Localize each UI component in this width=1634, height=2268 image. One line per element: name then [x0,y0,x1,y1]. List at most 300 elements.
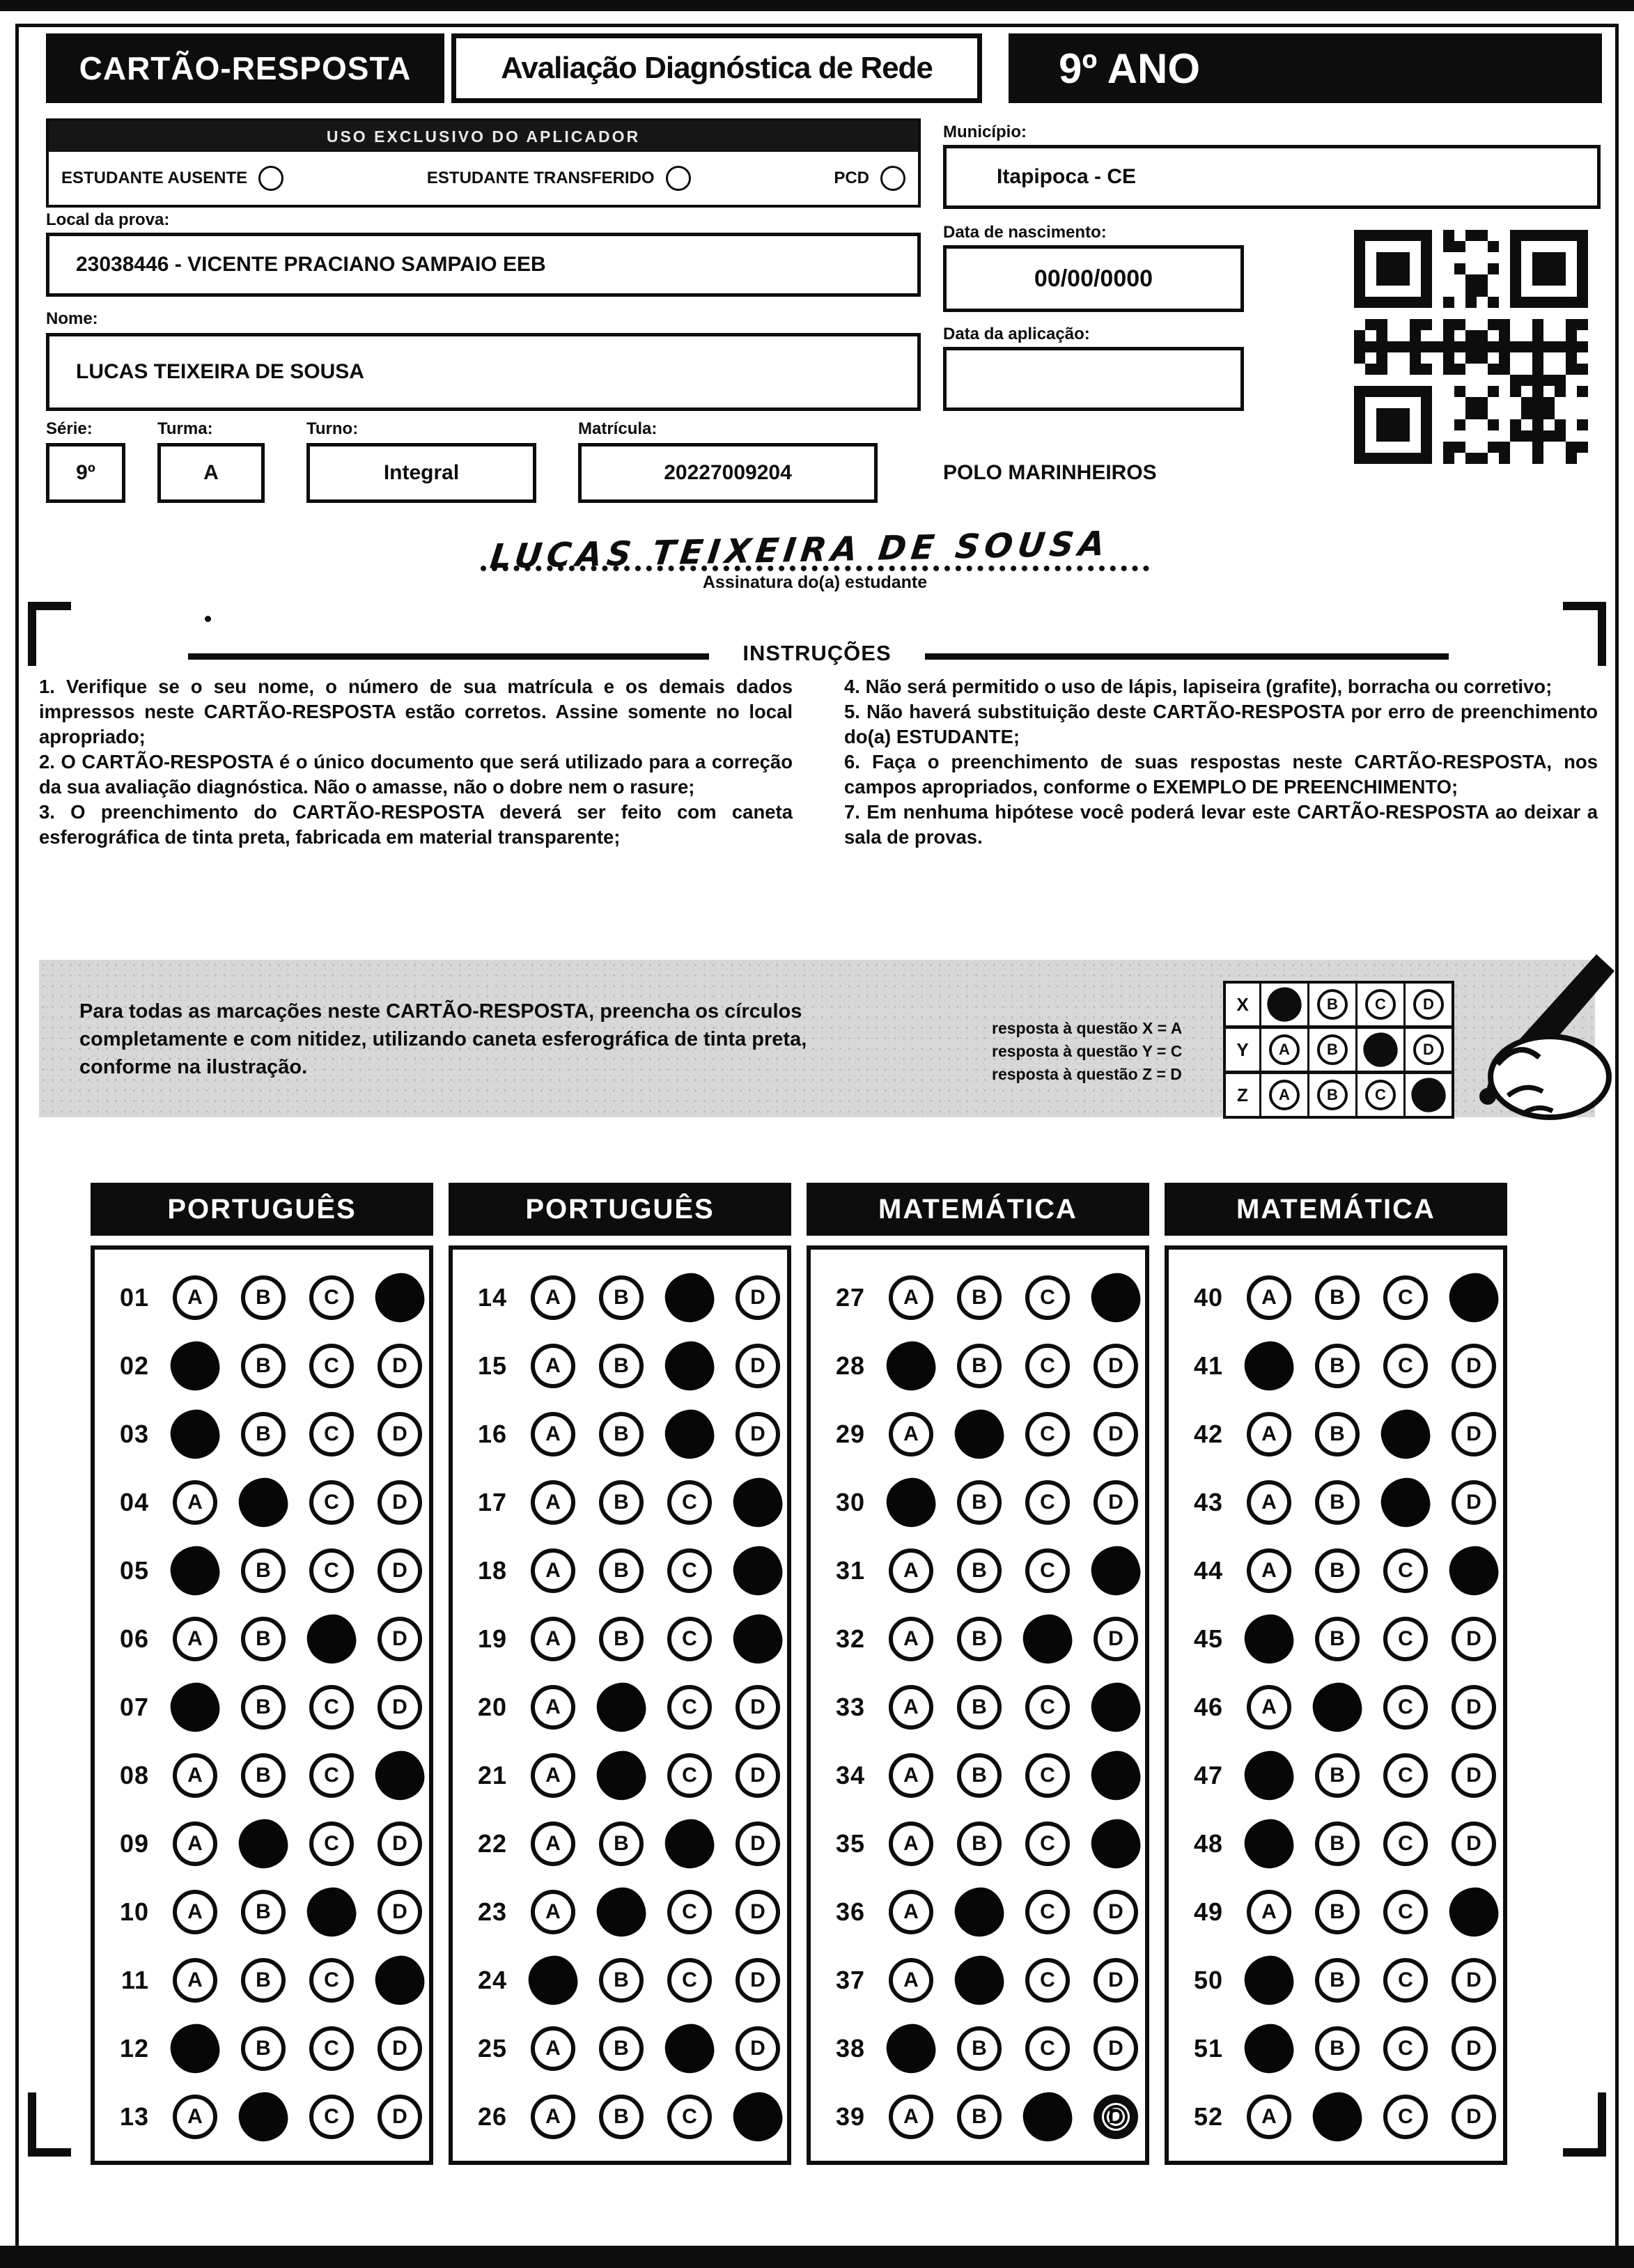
bubble-A[interactable] [169,1544,221,1597]
bubble-D[interactable]: D [378,1344,422,1388]
bubble-A[interactable] [527,1954,579,2007]
bubble-A[interactable]: A [889,1822,933,1866]
question-row [811,1332,1145,1400]
bubble-D[interactable] [1089,1271,1142,1324]
bubble-A[interactable]: A [173,1753,217,1798]
data-aplicacao-value [943,347,1244,411]
bubble-A[interactable] [169,2022,221,2075]
question-row [95,1605,429,1673]
bubble-B[interactable] [237,2090,290,2143]
bubble-D[interactable]: D [1452,2026,1496,2071]
bubble-B[interactable]: B [241,1412,286,1457]
bubble-B[interactable]: B [957,1685,1002,1730]
answer-section [91,1183,433,2165]
bubble-D[interactable] [373,1749,426,1802]
bubble-B[interactable] [595,1749,648,1802]
bubble-C[interactable]: C [1383,1344,1428,1388]
bubble-A[interactable]: A [889,1412,933,1457]
bubble-A[interactable]: A [531,1753,575,1798]
bubble-B[interactable]: B [1315,1480,1360,1525]
bubble-A[interactable] [1243,2022,1295,2075]
bubble-C[interactable]: C [667,1617,712,1661]
bubble-B[interactable] [1311,2090,1364,2143]
question-number: 46 [1193,1693,1223,1721]
bubble-C[interactable]: C [309,1685,354,1730]
bubble-D[interactable]: D [378,2095,422,2139]
bubble-B[interactable]: B [599,1275,644,1320]
serie-label: Série: [46,419,93,438]
question-row [811,1673,1145,1741]
bubble-A[interactable]: A [889,1958,933,2003]
bubble-A[interactable]: A [531,1822,575,1866]
bubble-A[interactable]: A [1247,1685,1291,1730]
fill-example-legend-line: resposta à questão Z = D [992,1065,1182,1083]
applicator-option-bubble[interactable] [258,166,283,191]
bubble-A[interactable]: A [531,1548,575,1593]
bubble-D[interactable]: D [1094,1617,1138,1661]
bubble-A[interactable]: A [173,1822,217,1866]
bubble-C[interactable]: C [1383,2026,1428,2071]
question-number: 43 [1193,1488,1223,1516]
applicator-option-bubble[interactable] [880,166,905,191]
bubble-D[interactable] [373,1271,426,1324]
answer-grid [807,1245,1149,2165]
bubble-B[interactable]: B [241,1753,286,1798]
bubble-B[interactable]: B [957,1548,1002,1593]
bubble-A[interactable] [1243,1749,1295,1802]
local-da-prova-label: Local da prova: [46,210,170,229]
bubble-B[interactable]: B [241,1617,286,1661]
bubble-A[interactable]: A [531,2026,575,2071]
bubble-A[interactable]: A [173,1275,217,1320]
bubble-B[interactable]: B [599,1548,644,1593]
question-row [95,1878,429,1946]
bubble-A[interactable]: A [531,1480,575,1525]
bubble-A[interactable]: A [531,1685,575,1730]
bubble-C[interactable]: C [309,1344,354,1388]
bubble-C[interactable]: C [667,1958,712,2003]
question-row [811,1946,1145,2014]
bubble-A[interactable] [169,1681,221,1734]
bubble-B[interactable]: B [241,1548,286,1593]
bubble-C[interactable]: C [1025,1480,1070,1525]
bubble-A[interactable]: A [889,1890,933,1934]
bubble-C[interactable]: C [309,2026,354,2071]
bubble-C[interactable]: C [1383,1275,1428,1320]
question-number: 36 [835,1897,865,1926]
question-number: 31 [835,1556,865,1585]
bubble-B[interactable]: B [241,1275,286,1320]
bubble-C[interactable]: C [1383,1753,1428,1798]
bubble-C[interactable] [663,1408,716,1461]
bubble-B[interactable]: B [599,1412,644,1457]
bubble-C[interactable] [663,1817,716,1870]
bubble-A[interactable]: A [531,1617,575,1661]
question-number: 06 [119,1624,149,1653]
bubble-A[interactable]: A [531,1412,575,1457]
bubble-C[interactable]: C [667,1890,712,1934]
question-number: 41 [1193,1351,1223,1380]
bubble-D[interactable]: D [1452,2095,1496,2139]
question-number: 12 [119,2034,149,2063]
bubble-D[interactable]: D [1452,1617,1496,1661]
bubble-A[interactable]: A [173,2095,217,2139]
bubble-C[interactable] [663,1339,716,1392]
bubble-C[interactable]: C [667,1548,712,1593]
bubble-B[interactable]: B [241,2026,286,2071]
bubble-D[interactable]: D [1094,1958,1138,2003]
bubble-D[interactable]: D [1094,1480,1138,1525]
bubble-D[interactable]: D [1452,1822,1496,1866]
instruction-item: 2. O CARTÃO-RESPOSTA é o único documento que será utilizado para a correção da sua avaliação diagnóstica. Não o amasse, não o dobre nem o rasure; [39,751,793,798]
question-row [95,1741,429,1810]
example-cell [1309,1029,1357,1071]
bubble-A[interactable] [1243,1339,1295,1392]
signature-line[interactable] [481,506,1149,577]
bubble-A[interactable]: A [531,1275,575,1320]
question-number: 37 [835,1966,865,1994]
example-row-label: Y [1226,1029,1261,1071]
answer-grid [1165,1245,1507,2165]
bubble-D[interactable]: D [378,2026,422,2071]
question-number: 09 [119,1829,149,1858]
question-row [1169,1946,1503,2014]
bubble-A[interactable]: A [1247,1412,1291,1457]
example-bubble-C: C [1365,989,1396,1020]
question-row [811,1605,1145,1673]
bubble-C[interactable]: C [309,2095,354,2139]
bubble-D[interactable]: D [736,1890,780,1934]
example-cell [1309,984,1357,1025]
question-number: 42 [1193,1420,1223,1448]
bubble-B[interactable] [953,1954,1006,2007]
bubble-A[interactable] [1243,1817,1295,1870]
bubble-C[interactable]: C [1025,1275,1070,1320]
bubble-A[interactable] [885,1476,937,1529]
bubble-C[interactable] [1021,2090,1074,2143]
question-row [811,1468,1145,1537]
bubble-A[interactable]: A [889,1753,933,1798]
bubble-C[interactable] [1379,1476,1432,1529]
bubble-A[interactable]: A [1247,1890,1291,1934]
bubble-B[interactable]: B [957,1753,1002,1798]
bubble-C[interactable]: C [1025,1685,1070,1730]
bubble-B[interactable]: B [1315,1753,1360,1798]
bubble-C[interactable]: C [667,2095,712,2139]
nome-label: Nome: [46,309,98,328]
bubble-A[interactable]: A [173,1617,217,1661]
bubble-C[interactable]: C [1383,1685,1428,1730]
bubble-C[interactable]: C [309,1753,354,1798]
bubble-A[interactable] [1243,1954,1295,2007]
bubble-D[interactable] [731,2090,784,2143]
bubble-A[interactable]: A [531,2095,575,2139]
bubble-D[interactable]: D [378,1412,422,1457]
bubble-D[interactable] [1089,1817,1142,1870]
question-number: 47 [1193,1761,1223,1789]
bubble-C[interactable]: C [1383,1890,1428,1934]
bubble-D[interactable]: D [1094,1890,1138,1934]
bubble-A[interactable]: A [173,1480,217,1525]
bubble-C[interactable]: C [309,1548,354,1593]
bottom-border-bar [0,2246,1634,2268]
bubble-B[interactable]: B [241,1890,286,1934]
answer-section [807,1183,1149,2165]
bubble-A[interactable]: A [173,1890,217,1934]
bubble-D[interactable]: D [1452,1412,1496,1457]
bubble-B[interactable]: B [599,2095,644,2139]
question-row [453,1878,787,1946]
bubble-B[interactable]: B [1315,1275,1360,1320]
bubble-D[interactable] [731,1544,784,1597]
bubble-D[interactable]: D [736,1412,780,1457]
bubble-A[interactable]: A [889,2095,933,2139]
bubble-C[interactable] [663,1271,716,1324]
bubble-A[interactable]: A [1247,1548,1291,1593]
bubble-D[interactable]: D [736,1822,780,1866]
question-row [1169,1264,1503,1332]
bubble-B[interactable]: B [1315,1412,1360,1457]
question-number: 32 [835,1624,865,1653]
bubble-B[interactable]: B [241,1685,286,1730]
stray-ink-dot [205,616,211,622]
bubble-C[interactable]: C [1025,1548,1070,1593]
bubble-D[interactable] [731,1613,784,1665]
bubble-A[interactable]: A [889,1685,933,1730]
bubble-B[interactable] [237,1476,290,1529]
bubble-D[interactable]: D [1452,1480,1496,1525]
bubble-D[interactable] [1089,1681,1142,1734]
bubble-C[interactable]: C [309,1275,354,1320]
frame-line-left [15,24,19,2246]
bubble-B[interactable]: B [957,2095,1002,2139]
bubble-D[interactable]: D [378,1548,422,1593]
bubble-D[interactable]: D [1094,1412,1138,1457]
bubble-A[interactable] [169,1339,221,1392]
bubble-B[interactable] [953,1886,1006,1939]
bubble-D[interactable] [1447,1544,1500,1597]
question-row [811,1741,1145,1810]
bubble-C[interactable]: C [1383,1617,1428,1661]
answer-section [449,1183,791,2165]
bubble-D[interactable]: D [378,1617,422,1661]
bubble-B[interactable]: B [957,2026,1002,2071]
bubble-D[interactable]: D [736,1344,780,1388]
bubble-D[interactable]: D [1452,1958,1496,2003]
bubble-B[interactable]: B [957,1480,1002,1525]
bubble-A[interactable]: A [1247,1275,1291,1320]
bubble-D[interactable]: D [1094,2095,1138,2139]
question-number: 48 [1193,1829,1223,1858]
example-row-label: Z [1226,1074,1261,1116]
example-bubble-A: A [1269,1034,1300,1065]
bubble-C[interactable]: C [1025,1753,1070,1798]
question-number: 38 [835,2034,865,2063]
question-number: 49 [1193,1897,1223,1926]
bubble-C[interactable] [305,1613,358,1665]
question-number: 20 [477,1693,507,1721]
bubble-D[interactable]: D [736,1958,780,2003]
bubble-D[interactable] [1447,1886,1500,1939]
question-row [453,1810,787,1878]
bubble-B[interactable] [237,1817,290,1870]
bubble-D[interactable]: D [378,1822,422,1866]
bubble-D[interactable]: D [378,1480,422,1525]
bubble-A[interactable]: A [531,1344,575,1388]
applicator-options [61,152,905,205]
question-number: 27 [835,1283,865,1312]
applicator-option-bubble[interactable] [666,166,691,191]
bubble-D[interactable] [1447,1271,1500,1324]
bubble-D[interactable] [1089,1749,1142,1802]
bubble-B[interactable]: B [241,1958,286,2003]
bubble-A[interactable]: A [531,1890,575,1934]
bubble-D[interactable] [373,1954,426,2007]
bubble-C[interactable]: C [1383,1548,1428,1593]
bubble-C[interactable]: C [309,1822,354,1866]
question-number: 33 [835,1693,865,1721]
bubble-A[interactable] [169,1408,221,1461]
question-row [811,1810,1145,1878]
bubble-A[interactable] [1243,1613,1295,1665]
question-row [811,1537,1145,1605]
bubble-C[interactable]: C [1025,1890,1070,1934]
instructions-column-left [39,674,793,850]
bubble-D[interactable]: D [1094,2026,1138,2071]
municipio-label: Município: [943,123,1027,141]
local-da-prova-value: 23038446 - VICENTE PRACIANO SAMPAIO EEB [46,233,921,297]
bubble-C[interactable]: C [1025,1344,1070,1388]
question-row [95,2083,429,2151]
bubble-B[interactable]: B [957,1822,1002,1866]
question-row [95,1468,429,1537]
bubble-B[interactable] [1311,1681,1364,1734]
applicator-option [834,166,905,191]
bubble-A[interactable]: A [889,1617,933,1661]
assessment-title: Avaliação Diagnóstica de Rede [451,33,982,103]
bubble-D[interactable]: D [736,1753,780,1798]
bubble-B[interactable]: B [599,1344,644,1388]
bubble-B[interactable]: B [1315,1890,1360,1934]
bubble-B[interactable]: B [957,1344,1002,1388]
bubble-C[interactable] [305,1886,358,1939]
example-bubble-C: C [1365,1080,1396,1110]
bubble-B[interactable]: B [599,1480,644,1525]
question-number: 50 [1193,1966,1223,1994]
bubble-D[interactable]: D [378,1890,422,1934]
turno-value: Integral [306,443,536,503]
section-title: MATEMÁTICA [1165,1183,1507,1236]
question-number: 14 [477,1283,507,1312]
bubble-C[interactable] [663,2022,716,2075]
bubble-B[interactable]: B [1315,1958,1360,2003]
top-border-bar [0,0,1634,11]
fill-example-legend-line: resposta à questão Y = C [992,1042,1183,1060]
section-title: PORTUGUÊS [449,1183,791,1236]
bubble-B[interactable]: B [599,1822,644,1866]
bubble-B[interactable]: B [1315,1822,1360,1866]
bubble-D[interactable]: D [736,1685,780,1730]
question-row [453,1468,787,1537]
bubble-A[interactable]: A [173,1958,217,2003]
bubble-D[interactable]: D [736,2026,780,2071]
bubble-B[interactable] [953,1408,1006,1461]
bubble-B[interactable]: B [599,2026,644,2071]
bubble-C[interactable]: C [1025,1412,1070,1457]
bubble-B[interactable]: B [599,1617,644,1661]
bubble-C[interactable] [1379,1408,1432,1461]
bubble-B[interactable]: B [599,1958,644,2003]
bubble-B[interactable]: B [957,1617,1002,1661]
bubble-D[interactable] [1089,1544,1142,1597]
bubble-A[interactable]: A [889,1275,933,1320]
bubble-C[interactable]: C [309,1958,354,2003]
question-row [453,1946,787,2014]
instruction-item: 6. Faça o preenchimento de suas respostas neste CARTÃO-RESPOSTA, nos campos apropriados, conforme o EXEMPLO DE PREENCHIMENTO; [844,751,1598,798]
bubble-A[interactable]: A [889,1548,933,1593]
bubble-B[interactable] [595,1886,648,1939]
bubble-D[interactable]: D [1452,1753,1496,1798]
bubble-C[interactable]: C [309,1480,354,1525]
bubble-B[interactable] [595,1681,648,1734]
bubble-D[interactable] [731,1476,784,1529]
question-number: 21 [477,1761,507,1789]
bubble-B[interactable]: B [1315,2026,1360,2071]
bubble-B[interactable]: B [241,1344,286,1388]
bubble-C[interactable]: C [1383,1822,1428,1866]
bubble-B[interactable]: B [1315,1548,1360,1593]
nome-value: LUCAS TEIXEIRA DE SOUSA [46,333,921,411]
question-number: 44 [1193,1556,1223,1585]
bubble-B[interactable]: B [1315,1617,1360,1661]
question-number: 35 [835,1829,865,1858]
bubble-C[interactable]: C [1025,2026,1070,2071]
grade-label: 9º ANO [1009,33,1602,103]
bubble-C[interactable]: C [1025,1958,1070,2003]
question-number: 15 [477,1351,507,1380]
bubble-C[interactable]: C [1025,1822,1070,1866]
question-row [453,2083,787,2151]
bubble-C[interactable]: C [667,1753,712,1798]
bubble-B[interactable]: B [1315,1344,1360,1388]
question-row [453,1400,787,1468]
bubble-B[interactable]: B [957,1275,1002,1320]
applicator-option [61,166,283,191]
turma-value: A [157,443,265,503]
bubble-C[interactable]: C [1383,1958,1428,2003]
bubble-D[interactable]: D [1094,1344,1138,1388]
question-row [1169,1810,1503,1878]
bubble-A[interactable] [885,2022,937,2075]
bubble-D[interactable]: D [378,1685,422,1730]
bubble-A[interactable] [885,1339,937,1392]
bubble-C[interactable]: C [667,1480,712,1525]
bubble-A[interactable]: A [1247,2095,1291,2139]
bubble-C[interactable] [1021,1613,1074,1665]
question-number: 23 [477,1897,507,1926]
question-number: 40 [1193,1283,1223,1312]
bubble-A[interactable]: A [1247,1480,1291,1525]
bubble-D[interactable]: D [736,1275,780,1320]
bubble-C[interactable]: C [667,1685,712,1730]
fill-example-text: Para todas as marcações neste CARTÃO-RESPOSTA, preencha os círculos completamente e com nitidez, utilizando caneta esferográfica de tinta preta, conforme na ilustração. [79,1000,807,1078]
bubble-D[interactable]: D [1452,1344,1496,1388]
question-row [1169,2014,1503,2083]
question-number: 25 [477,2034,507,2063]
bubble-D[interactable]: D [1452,1685,1496,1730]
bubble-C[interactable]: C [1383,2095,1428,2139]
bubble-C[interactable]: C [309,1412,354,1457]
